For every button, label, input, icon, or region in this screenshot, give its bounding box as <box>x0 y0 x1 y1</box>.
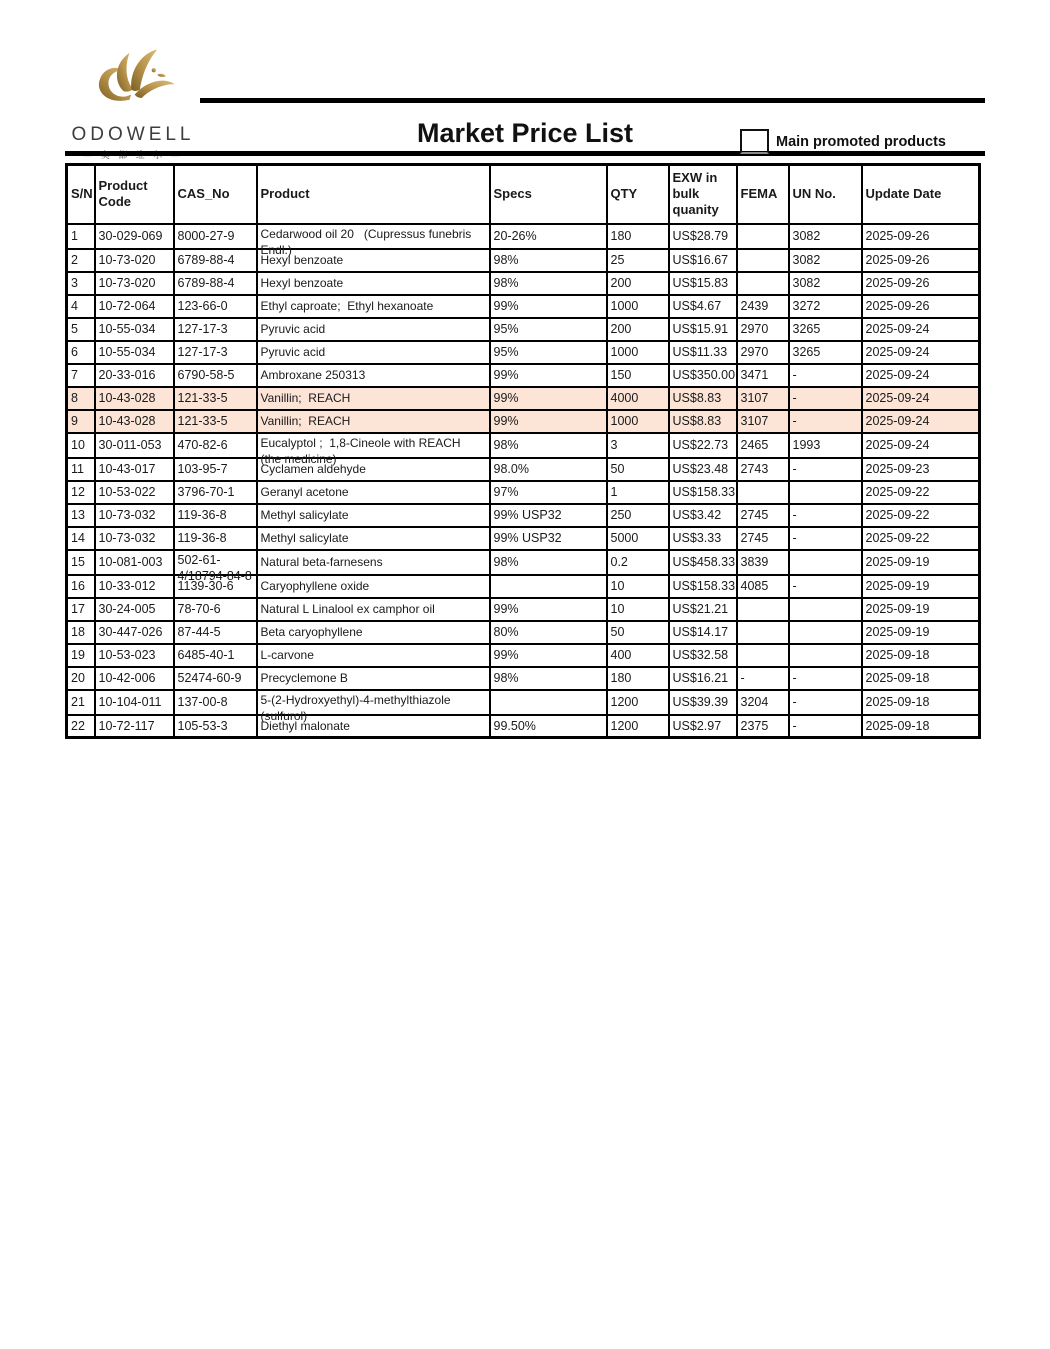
cell-specs: 98.0% <box>490 458 607 481</box>
cell-product: Vanillin; REACH <box>257 387 490 410</box>
cell-sn: 3 <box>67 272 95 295</box>
cell-cas-no: 137-00-8 <box>174 690 257 715</box>
cell-fema: 2743 <box>737 458 789 481</box>
cell-product-code: 30-029-069 <box>95 224 174 249</box>
cell-qty: 180 <box>607 667 669 690</box>
cell-un-no: - <box>789 458 862 481</box>
cell-cas-no: 6485-40-1 <box>174 644 257 667</box>
cell-product-code: 10-43-028 <box>95 387 174 410</box>
cell-cas-no: 78-70-6 <box>174 598 257 621</box>
cell-product: Hexyl benzoate <box>257 272 490 295</box>
cell-product: Natural beta-farnesens <box>257 550 490 575</box>
cell-product-code: 10-081-003 <box>95 550 174 575</box>
cell-sn: 4 <box>67 295 95 318</box>
cell-sn: 16 <box>67 575 95 598</box>
cell-un-no: - <box>789 364 862 387</box>
cell-fema <box>737 598 789 621</box>
cell-product-code: 10-73-032 <box>95 527 174 550</box>
cell-cas-no: 6789-88-4 <box>174 249 257 272</box>
cell-sn: 17 <box>67 598 95 621</box>
cell-sn: 12 <box>67 481 95 504</box>
page-title: Market Price List <box>416 118 634 148</box>
cell-exw-price: US$8.83 <box>669 387 737 410</box>
cell-product-code: 10-55-034 <box>95 318 174 341</box>
cell-un-no <box>789 550 862 575</box>
cell-un-no: 3272 <box>789 295 862 318</box>
col-header-qty: QTY <box>607 165 669 224</box>
cell-product-code: 30-24-005 <box>95 598 174 621</box>
cell-update-date: 2025-09-19 <box>862 621 980 644</box>
cell-fema: 3204 <box>737 690 789 715</box>
col-header-product: Product <box>257 165 490 224</box>
cell-cas-no: 6790-58-5 <box>174 364 257 387</box>
cell-specs <box>490 575 607 598</box>
cell-un-no: 3082 <box>789 272 862 295</box>
table-row <box>67 598 980 621</box>
table-row <box>67 504 980 527</box>
cell-update-date: 2025-09-18 <box>862 667 980 690</box>
table-row <box>67 295 980 318</box>
cell-exw-price: US$15.91 <box>669 318 737 341</box>
cell-sn: 6 <box>67 341 95 364</box>
cell-qty: 400 <box>607 644 669 667</box>
cell-product: Pyruvic acid <box>257 341 490 364</box>
cell-fema: 2465 <box>737 433 789 458</box>
cell-un-no: 3265 <box>789 341 862 364</box>
cell-cas-no: 119-36-8 <box>174 504 257 527</box>
cell-product: Methyl salicylate <box>257 527 490 550</box>
cell-product: Methyl salicylate <box>257 504 490 527</box>
col-header-sn: S/N <box>67 165 95 224</box>
cell-fema <box>737 644 789 667</box>
cell-un-no: - <box>789 527 862 550</box>
table-row <box>67 318 980 341</box>
cell-fema: 3471 <box>737 364 789 387</box>
cell-product-code: 10-53-023 <box>95 644 174 667</box>
cell-product-code: 10-73-020 <box>95 272 174 295</box>
cell-fema: 3839 <box>737 550 789 575</box>
cell-update-date: 2025-09-24 <box>862 433 980 458</box>
cell-un-no: 3082 <box>789 249 862 272</box>
cell-fema <box>737 621 789 644</box>
cell-exw-price: US$14.17 <box>669 621 737 644</box>
cell-sn: 9 <box>67 410 95 433</box>
cell-un-no <box>789 644 862 667</box>
cell-product: Eucalyptol ; 1,8-Cineole with REACH (the medicine) <box>257 433 490 458</box>
cell-fema: 2375 <box>737 715 789 738</box>
table-row <box>67 272 980 295</box>
cell-qty: 25 <box>607 249 669 272</box>
cell-specs <box>490 690 607 715</box>
cell-update-date: 2025-09-24 <box>862 387 980 410</box>
table-row <box>67 410 980 433</box>
cell-product-code: 10-33-012 <box>95 575 174 598</box>
cell-qty: 10 <box>607 575 669 598</box>
cell-product-code: 10-42-006 <box>95 667 174 690</box>
cell-qty: 1200 <box>607 715 669 738</box>
cell-specs: 98% <box>490 249 607 272</box>
table-row <box>67 715 980 738</box>
cell-qty: 200 <box>607 318 669 341</box>
cell-specs: 99% USP32 <box>490 527 607 550</box>
cell-specs: 99% USP32 <box>490 504 607 527</box>
table-body <box>67 224 980 738</box>
cell-un-no: 1993 <box>789 433 862 458</box>
cell-sn: 8 <box>67 387 95 410</box>
cell-product-code: 10-43-028 <box>95 410 174 433</box>
cell-specs: 98% <box>490 272 607 295</box>
cell-update-date: 2025-09-24 <box>862 364 980 387</box>
cell-sn: 11 <box>67 458 95 481</box>
cell-product-code: 10-73-020 <box>95 249 174 272</box>
cell-product-code: 30-447-026 <box>95 621 174 644</box>
cell-exw-price: US$3.42 <box>669 504 737 527</box>
cell-product-code: 10-73-032 <box>95 504 174 527</box>
cell-product-code: 10-72-064 <box>95 295 174 318</box>
cell-qty: 10 <box>607 598 669 621</box>
cell-cas-no: 127-17-3 <box>174 318 257 341</box>
cell-qty: 1000 <box>607 410 669 433</box>
cell-exw-price: US$3.33 <box>669 527 737 550</box>
cell-product-code: 20-33-016 <box>95 364 174 387</box>
cell-specs: 99% <box>490 364 607 387</box>
cell-qty: 1000 <box>607 295 669 318</box>
cell-qty: 3 <box>607 433 669 458</box>
cell-exw-price: US$8.83 <box>669 410 737 433</box>
cell-qty: 1000 <box>607 341 669 364</box>
cell-product: Natural L Linalool ex camphor oil <box>257 598 490 621</box>
cell-qty: 5000 <box>607 527 669 550</box>
cell-fema <box>737 249 789 272</box>
cell-un-no: 3265 <box>789 318 862 341</box>
legend-label: Main promoted products <box>776 133 946 150</box>
cell-qty: 250 <box>607 504 669 527</box>
cell-fema: 3107 <box>737 387 789 410</box>
cell-update-date: 2025-09-22 <box>862 527 980 550</box>
cell-exw-price: US$2.97 <box>669 715 737 738</box>
cell-update-date: 2025-09-24 <box>862 341 980 364</box>
cell-exw-price: US$458.33 <box>669 550 737 575</box>
cell-un-no: - <box>789 504 862 527</box>
cell-update-date: 2025-09-19 <box>862 598 980 621</box>
table-row <box>67 387 980 410</box>
cell-update-date: 2025-09-18 <box>862 644 980 667</box>
cell-exw-price: US$16.21 <box>669 667 737 690</box>
table-row <box>67 621 980 644</box>
cell-product: Precyclemone B <box>257 667 490 690</box>
cell-fema: - <box>737 667 789 690</box>
cell-exw-price: US$32.58 <box>669 644 737 667</box>
col-header-update-date: Update Date <box>862 165 980 224</box>
cell-sn: 7 <box>67 364 95 387</box>
cell-product: Ethyl caproate; Ethyl hexanoate <box>257 295 490 318</box>
table-row <box>67 364 980 387</box>
cell-qty: 150 <box>607 364 669 387</box>
price-table <box>65 163 981 739</box>
cell-update-date: 2025-09-19 <box>862 575 980 598</box>
cell-specs: 99% <box>490 410 607 433</box>
cell-sn: 13 <box>67 504 95 527</box>
cell-update-date: 2025-09-24 <box>862 410 980 433</box>
cell-update-date: 2025-09-26 <box>862 295 980 318</box>
cell-product-code: 10-43-017 <box>95 458 174 481</box>
cell-product: Pyruvic acid <box>257 318 490 341</box>
cell-exw-price: US$16.67 <box>669 249 737 272</box>
cell-un-no <box>789 598 862 621</box>
cell-cas-no: 121-33-5 <box>174 410 257 433</box>
cell-fema: 2970 <box>737 318 789 341</box>
col-header-exw: EXW in bulk quanity <box>669 165 737 224</box>
cell-cas-no: 1139-30-6 <box>174 575 257 598</box>
cell-sn: 21 <box>67 690 95 715</box>
cell-sn: 15 <box>67 550 95 575</box>
cell-specs: 99% <box>490 598 607 621</box>
cell-cas-no: 123-66-0 <box>174 295 257 318</box>
cell-product-code: 10-53-022 <box>95 481 174 504</box>
cell-product-code: 10-55-034 <box>95 341 174 364</box>
cell-product: Diethyl malonate <box>257 715 490 738</box>
table-row <box>67 341 980 364</box>
cell-exw-price: US$21.21 <box>669 598 737 621</box>
table-row <box>67 690 980 715</box>
cell-cas-no: 103-95-7 <box>174 458 257 481</box>
table-row <box>67 644 980 667</box>
col-header-product-code: Product Code <box>95 165 174 224</box>
cell-product: Geranyl acetone <box>257 481 490 504</box>
cell-cas-no: 105-53-3 <box>174 715 257 738</box>
cell-sn: 19 <box>67 644 95 667</box>
cell-product: Hexyl benzoate <box>257 249 490 272</box>
cell-update-date: 2025-09-26 <box>862 224 980 249</box>
cell-exw-price: US$158.33 <box>669 575 737 598</box>
cell-update-date: 2025-09-18 <box>862 690 980 715</box>
cell-cas-no: 3796-70-1 <box>174 481 257 504</box>
cell-un-no: 3082 <box>789 224 862 249</box>
cell-update-date: 2025-09-23 <box>862 458 980 481</box>
cell-product-code: 10-72-117 <box>95 715 174 738</box>
cell-specs: 99.50% <box>490 715 607 738</box>
cell-specs: 99% <box>490 295 607 318</box>
cell-cas-no: 6789-88-4 <box>174 272 257 295</box>
cell-specs: 99% <box>490 387 607 410</box>
cell-specs: 98% <box>490 550 607 575</box>
col-header-un-no: UN No. <box>789 165 862 224</box>
cell-specs: 97% <box>490 481 607 504</box>
flower-logo-icon <box>81 46 185 124</box>
table-row <box>67 458 980 481</box>
table-row <box>67 249 980 272</box>
cell-product: L-carvone <box>257 644 490 667</box>
table-row <box>67 667 980 690</box>
cell-sn: 22 <box>67 715 95 738</box>
table-row <box>67 433 980 458</box>
cell-qty: 0.2 <box>607 550 669 575</box>
cell-un-no <box>789 621 862 644</box>
cell-product: 5-(2-Hydroxyethyl)-4-methylthiazole (sulfurol) <box>257 690 490 715</box>
cell-fema: 2439 <box>737 295 789 318</box>
cell-fema: 2745 <box>737 504 789 527</box>
cell-qty: 180 <box>607 224 669 249</box>
cell-sn: 14 <box>67 527 95 550</box>
cell-product-code: 30-011-053 <box>95 433 174 458</box>
cell-specs: 95% <box>490 341 607 364</box>
cell-specs: 99% <box>490 644 607 667</box>
cell-product-code: 10-104-011 <box>95 690 174 715</box>
cell-cas-no: 8000-27-9 <box>174 224 257 249</box>
cell-update-date: 2025-09-26 <box>862 249 980 272</box>
cell-update-date: 2025-09-24 <box>862 318 980 341</box>
cell-specs: 98% <box>490 433 607 458</box>
cell-fema: 2970 <box>737 341 789 364</box>
cell-product: Ambroxane 250313 <box>257 364 490 387</box>
cell-cas-no: 87-44-5 <box>174 621 257 644</box>
cell-cas-no: 470-82-6 <box>174 433 257 458</box>
cell-un-no: - <box>789 410 862 433</box>
cell-specs: 80% <box>490 621 607 644</box>
cell-fema: 2745 <box>737 527 789 550</box>
cell-sn: 2 <box>67 249 95 272</box>
cell-sn: 20 <box>67 667 95 690</box>
cell-sn: 5 <box>67 318 95 341</box>
cell-exw-price: US$28.79 <box>669 224 737 249</box>
table-row <box>67 550 980 575</box>
logo-wordmark: ODOWELL <box>71 124 195 145</box>
cell-cas-no: 502-61- 4/18794-84-8 <box>174 550 257 575</box>
cell-qty: 50 <box>607 621 669 644</box>
cell-sn: 10 <box>67 433 95 458</box>
cell-exw-price: US$4.67 <box>669 295 737 318</box>
table-row <box>67 224 980 249</box>
cell-product: Beta caryophyllene <box>257 621 490 644</box>
col-header-fema: FEMA <box>737 165 789 224</box>
cell-update-date: 2025-09-22 <box>862 504 980 527</box>
cell-exw-price: US$39.39 <box>669 690 737 715</box>
cell-product: Cedarwood oil 20 (Cupressus funebris Endl.) <box>257 224 490 249</box>
cell-sn: 18 <box>67 621 95 644</box>
cell-fema: 3107 <box>737 410 789 433</box>
cell-sn: 1 <box>67 224 95 249</box>
cell-product: Caryophyllene oxide <box>257 575 490 598</box>
cell-un-no: - <box>789 387 862 410</box>
cell-un-no: - <box>789 575 862 598</box>
cell-un-no <box>789 481 862 504</box>
header-row <box>67 165 980 224</box>
cell-specs: 95% <box>490 318 607 341</box>
cell-exw-price: US$23.48 <box>669 458 737 481</box>
cell-fema <box>737 272 789 295</box>
cell-update-date: 2025-09-18 <box>862 715 980 738</box>
top-divider-line <box>200 98 985 103</box>
legend-color-swatch <box>740 129 769 154</box>
cell-fema <box>737 224 789 249</box>
cell-update-date: 2025-09-22 <box>862 481 980 504</box>
cell-specs: 98% <box>490 667 607 690</box>
cell-qty: 1 <box>607 481 669 504</box>
cell-update-date: 2025-09-26 <box>862 272 980 295</box>
cell-fema: 4085 <box>737 575 789 598</box>
cell-cas-no: 119-36-8 <box>174 527 257 550</box>
cell-exw-price: US$22.73 <box>669 433 737 458</box>
table-row <box>67 481 980 504</box>
legend <box>740 129 946 154</box>
cell-exw-price: US$350.00 <box>669 364 737 387</box>
cell-exw-price: US$15.83 <box>669 272 737 295</box>
cell-exw-price: US$11.33 <box>669 341 737 364</box>
col-header-cas-no: CAS_No <box>174 165 257 224</box>
cell-update-date: 2025-09-19 <box>862 550 980 575</box>
cell-product: Cyclamen aldehyde <box>257 458 490 481</box>
cell-un-no: - <box>789 690 862 715</box>
cell-qty: 200 <box>607 272 669 295</box>
cell-un-no: - <box>789 667 862 690</box>
cell-qty: 1200 <box>607 690 669 715</box>
cell-qty: 50 <box>607 458 669 481</box>
cell-qty: 4000 <box>607 387 669 410</box>
cell-cas-no: 52474-60-9 <box>174 667 257 690</box>
cell-product: Vanillin; REACH <box>257 410 490 433</box>
col-header-specs: Specs <box>490 165 607 224</box>
cell-fema <box>737 481 789 504</box>
cell-un-no: - <box>789 715 862 738</box>
table-row <box>67 527 980 550</box>
cell-exw-price: US$158.33 <box>669 481 737 504</box>
cell-cas-no: 121-33-5 <box>174 387 257 410</box>
cell-cas-no: 127-17-3 <box>174 341 257 364</box>
cell-specs: 20-26% <box>490 224 607 249</box>
